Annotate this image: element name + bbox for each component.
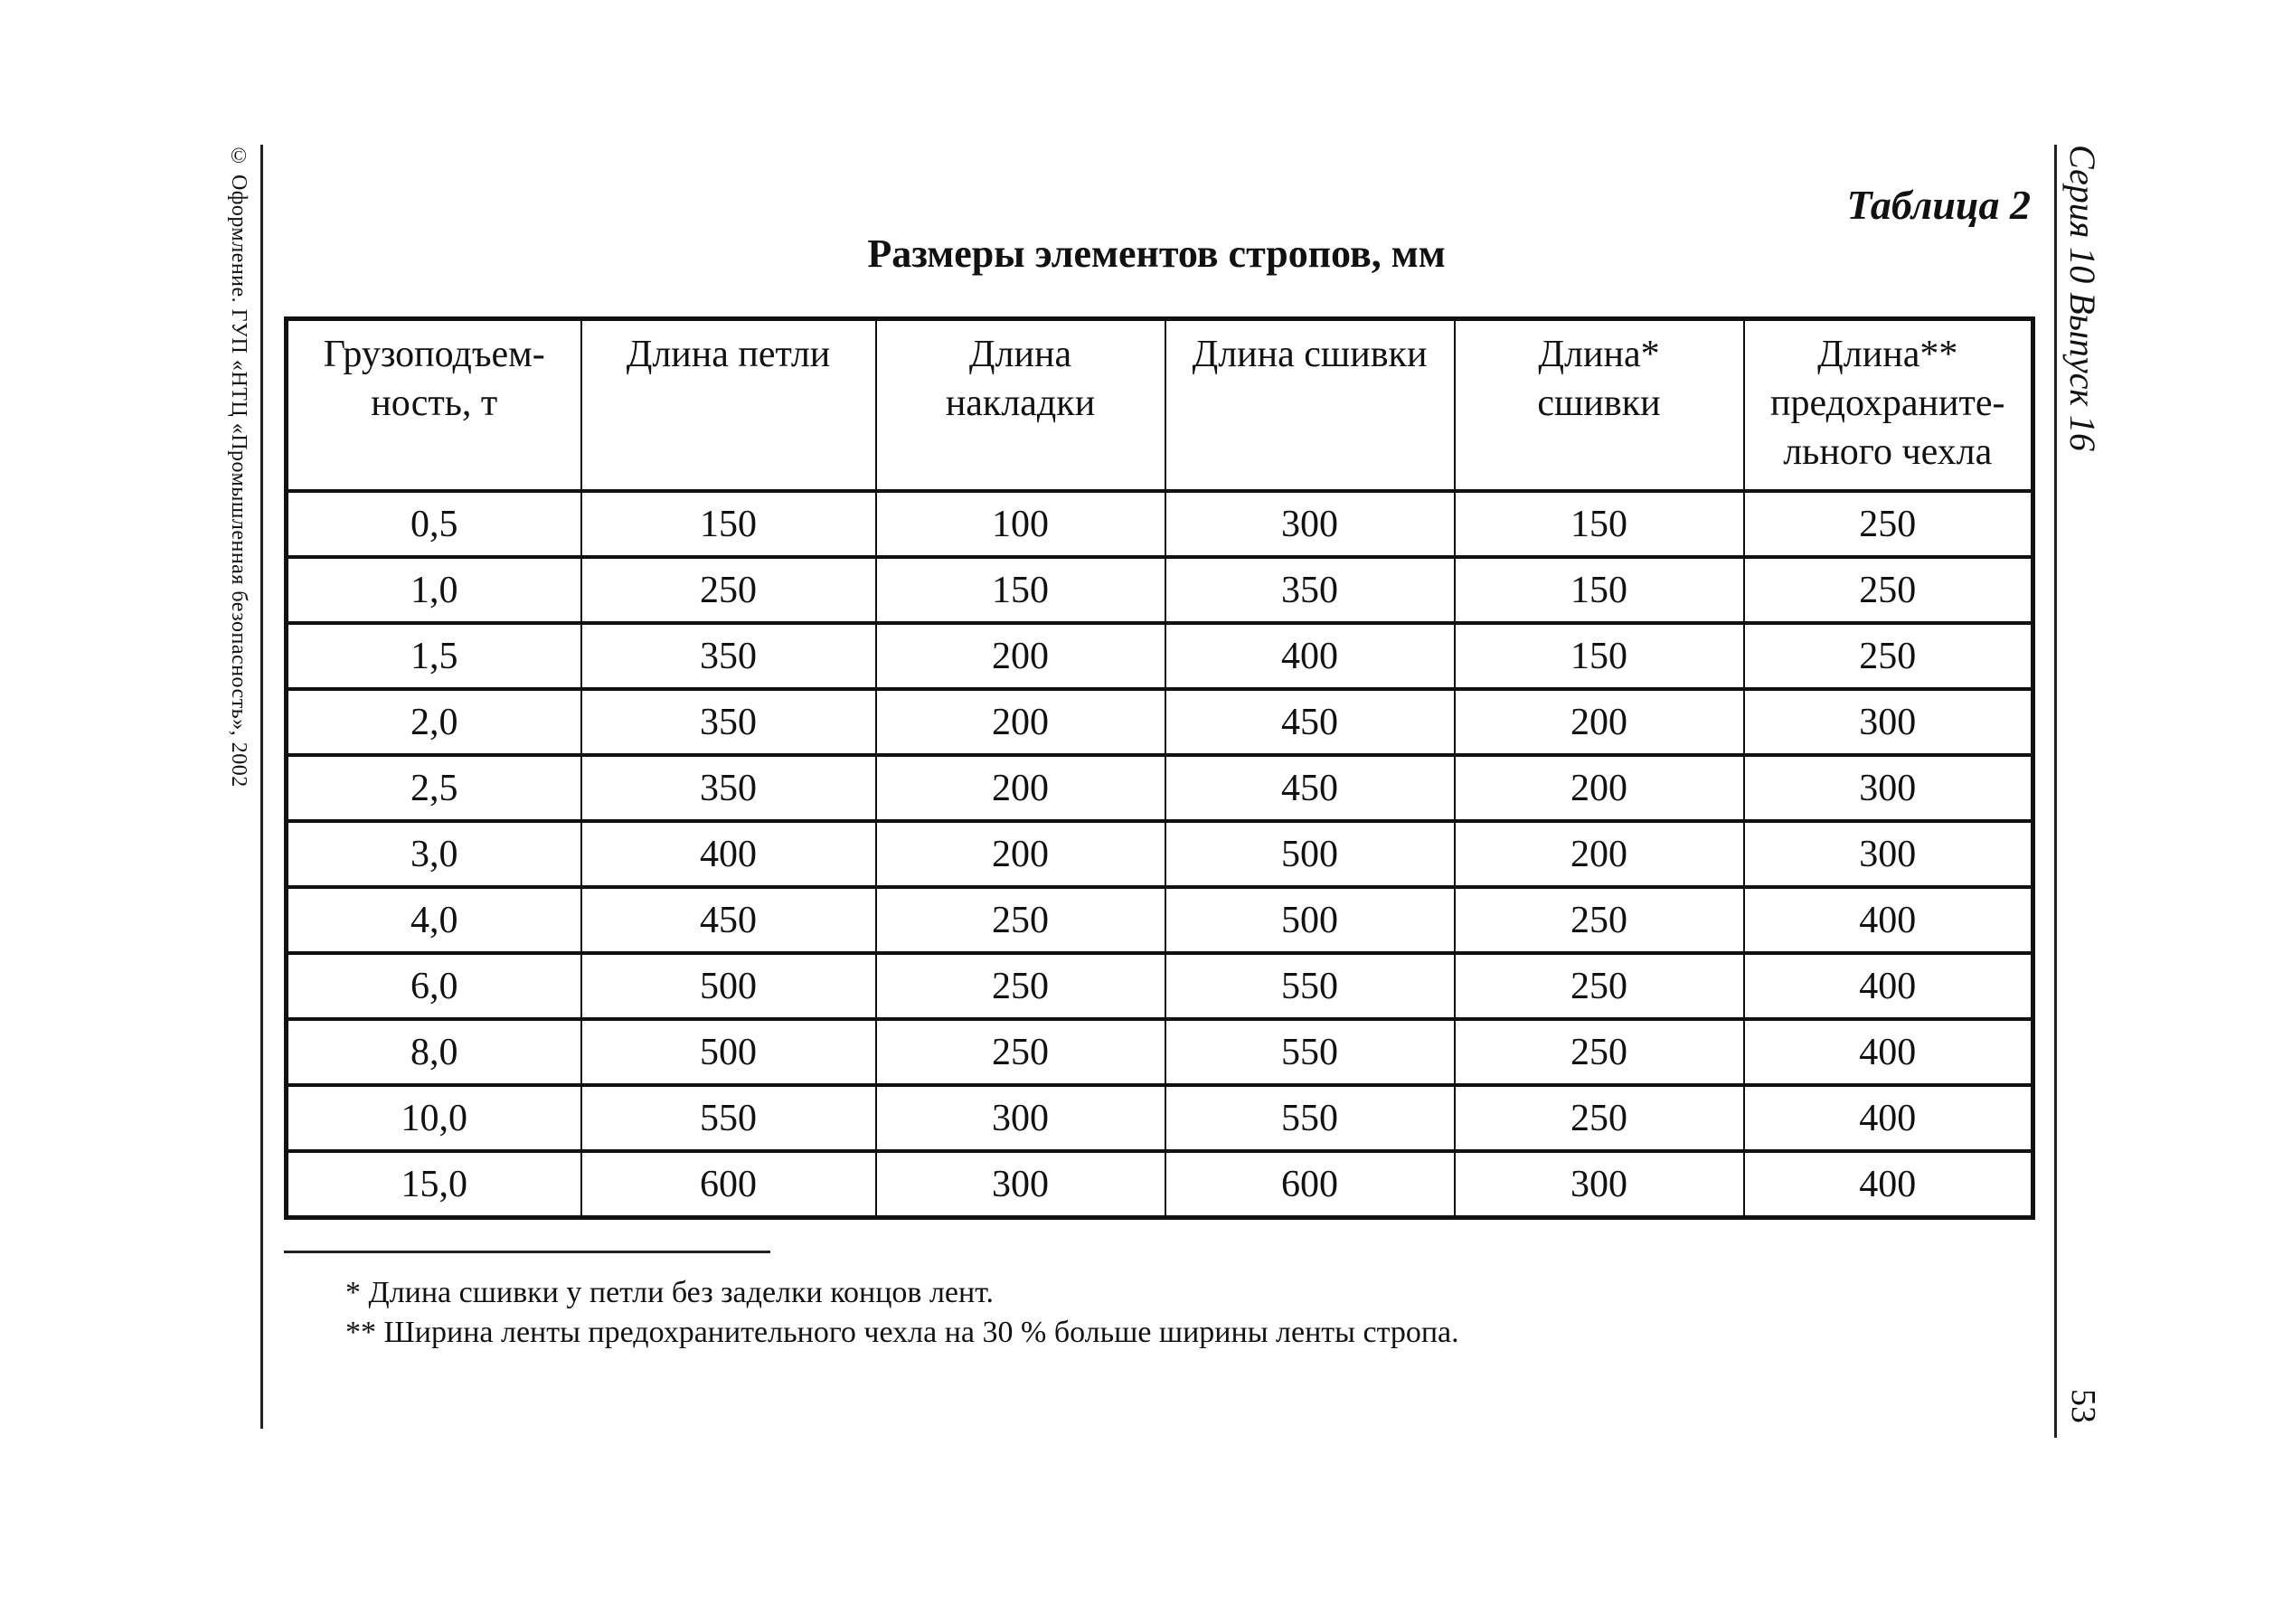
table-row <box>287 755 2033 821</box>
table-cell: 10,0 <box>287 1085 581 1151</box>
table-cell: 300 <box>1744 755 2033 821</box>
table-row <box>287 557 2033 623</box>
table-body <box>287 491 2033 1218</box>
table-cell: 300 <box>1455 1151 1744 1218</box>
table-cell: 600 <box>1165 1151 1455 1218</box>
table-cell: 3,0 <box>287 821 581 887</box>
table-cell: 250 <box>1455 887 1744 953</box>
table-cell: 150 <box>876 557 1165 623</box>
table-row <box>287 953 2033 1019</box>
table-cell: 400 <box>1744 887 2033 953</box>
table-cell: 150 <box>1455 623 1744 689</box>
table-cell: 15,0 <box>287 1151 581 1218</box>
table-row <box>287 1085 2033 1151</box>
table-cell: 400 <box>581 821 876 887</box>
table-cell: 4,0 <box>287 887 581 953</box>
table-cell: 250 <box>581 557 876 623</box>
table-cell: 150 <box>1455 491 1744 557</box>
table-cell: 350 <box>1165 557 1455 623</box>
table-cell: 400 <box>1744 1151 2033 1218</box>
left-margin-rule <box>260 145 263 1429</box>
footnote-1: * Длина сшивки у петли без заделки концов лент. <box>345 1276 995 1309</box>
table-cell: 250 <box>1455 953 1744 1019</box>
table-cell: 550 <box>1165 1019 1455 1085</box>
table-cell: 550 <box>1165 1085 1455 1151</box>
table-cell: 300 <box>876 1085 1165 1151</box>
table-cell: 250 <box>876 1019 1165 1085</box>
column-header: Грузоподъем- ность, т <box>287 319 581 492</box>
table-row <box>287 1151 2033 1218</box>
table-cell: 400 <box>1744 953 2033 1019</box>
table-cell: 400 <box>1744 1085 2033 1151</box>
page-number: 53 <box>2064 1389 2102 1423</box>
table-cell: 0,5 <box>287 491 581 557</box>
table-cell: 350 <box>581 623 876 689</box>
table-row <box>287 1019 2033 1085</box>
table-cell: 250 <box>1744 491 2033 557</box>
table-cell: 200 <box>876 623 1165 689</box>
table-row <box>287 887 2033 953</box>
table-cell: 200 <box>876 755 1165 821</box>
table-cell: 600 <box>581 1151 876 1218</box>
table-cell: 500 <box>1165 887 1455 953</box>
table-cell: 250 <box>1455 1019 1744 1085</box>
table-cell: 500 <box>581 1019 876 1085</box>
table-cell: 250 <box>1744 557 2033 623</box>
table-label: Таблица 2 <box>1846 182 2031 228</box>
footnote-rule <box>284 1251 770 1253</box>
dimensions-table <box>284 316 2035 1220</box>
column-header: Длина петли <box>581 319 876 492</box>
table-cell: 2,5 <box>287 755 581 821</box>
table-title: Размеры элементов стропов, мм <box>867 231 1446 276</box>
table-cell: 450 <box>1165 755 1455 821</box>
copyright-note: © Оформление. ГУП «НТЦ «Промышленная безопасность», 2002 <box>227 145 250 788</box>
table-cell: 250 <box>1744 623 2033 689</box>
table-header-row <box>287 319 2033 492</box>
table-cell: 300 <box>1744 689 2033 755</box>
table-cell: 150 <box>581 491 876 557</box>
table-cell: 100 <box>876 491 1165 557</box>
table-cell: 200 <box>1455 689 1744 755</box>
table-cell: 2,0 <box>287 689 581 755</box>
table-row <box>287 689 2033 755</box>
table-cell: 300 <box>1744 821 2033 887</box>
table-cell: 6,0 <box>287 953 581 1019</box>
table-cell: 200 <box>876 689 1165 755</box>
table-cell: 1,5 <box>287 623 581 689</box>
table-cell: 550 <box>581 1085 876 1151</box>
table-cell: 400 <box>1165 623 1455 689</box>
column-header: Длина** предохраните- льного чехла <box>1744 319 2033 492</box>
table-cell: 300 <box>1165 491 1455 557</box>
table-cell: 450 <box>581 887 876 953</box>
table-cell: 200 <box>876 821 1165 887</box>
footnotes <box>345 1273 1459 1353</box>
table-cell: 450 <box>1165 689 1455 755</box>
table-cell: 250 <box>876 887 1165 953</box>
right-margin-rule <box>2054 145 2057 1438</box>
table-row <box>287 623 2033 689</box>
table-cell: 350 <box>581 689 876 755</box>
footnote-2: ** Ширина ленты предохранительного чехла на 30 % больше ширины ленты стропа. <box>345 1316 1459 1349</box>
column-header: Длина накладки <box>876 319 1165 492</box>
table-cell: 150 <box>1455 557 1744 623</box>
series-label: Серия 10 Выпуск 16 <box>2062 145 2103 452</box>
table-cell: 200 <box>1455 755 1744 821</box>
table-cell: 250 <box>876 953 1165 1019</box>
table-cell: 1,0 <box>287 557 581 623</box>
table-row <box>287 491 2033 557</box>
table-row <box>287 821 2033 887</box>
table-cell: 300 <box>876 1151 1165 1218</box>
table-cell: 500 <box>1165 821 1455 887</box>
table-cell: 400 <box>1744 1019 2033 1085</box>
table-cell: 500 <box>581 953 876 1019</box>
column-header: Длина* сшивки <box>1455 319 1744 492</box>
table-cell: 550 <box>1165 953 1455 1019</box>
table-cell: 200 <box>1455 821 1744 887</box>
column-header: Длина сшивки <box>1165 319 1455 492</box>
table-cell: 350 <box>581 755 876 821</box>
table-cell: 8,0 <box>287 1019 581 1085</box>
table-cell: 250 <box>1455 1085 1744 1151</box>
